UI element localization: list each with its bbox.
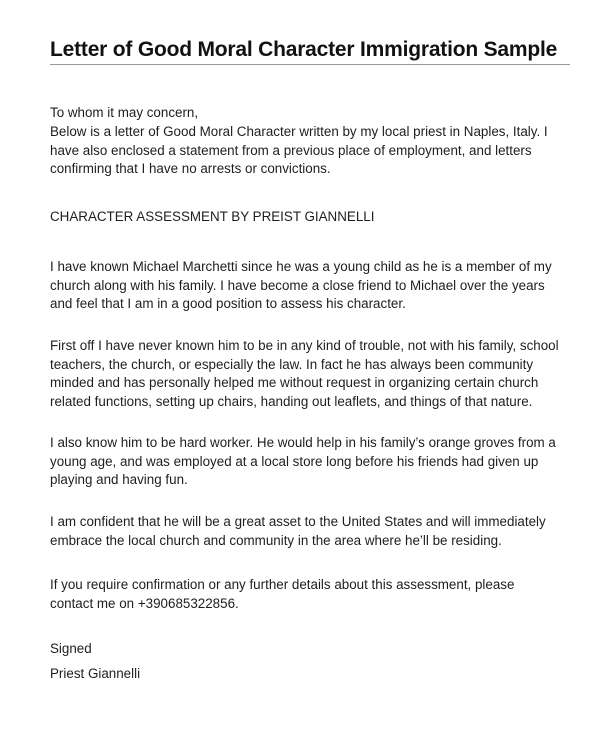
contact-paragraph: If you require confirmation or any further details about this assessment, please contact me on +390685322856. [50, 577, 515, 611]
assessment-heading: CHARACTER ASSESSMENT BY PREIST GIANNELLI [50, 209, 375, 224]
closing-signed: Signed [50, 641, 92, 656]
signatory-name: Priest Giannelli [50, 666, 141, 681]
known-paragraph: I have known Michael Marchetti since he was a young child as he is a member of my church along with his family. I have become a close friend to Michael over the years and feel that I am in a good position to assess his character. [50, 259, 552, 312]
hard-worker-paragraph: I also know him to be hard worker. He would help in his family’s orange groves from a young age, and was employed at a local store long before his friends had given up playing and having fun. [50, 435, 556, 488]
intro-paragraph: Below is a letter of Good Moral Character written by my local priest in Naples, Italy. I have also enclosed a statement from a previous place of employment, and letters confirming that I have no arrests or convictions. [50, 124, 548, 177]
page-title: Letter of Good Moral Character Immigration Sample [50, 38, 558, 61]
salutation: To whom it may concern, [50, 105, 199, 120]
confident-paragraph: I am confident that he will be a great asset to the United States and will immediately embrace the local church and community in the area where he’ll be residing. [50, 514, 546, 548]
title-divider [50, 64, 570, 65]
first-off-paragraph: First off I have never known him to be in any kind of trouble, not with his family, school teachers, the church, or especially the law. In fact he has always been community minded and has personally helped me without request in organizing certain church related functions, setting up chairs, handing out leaflets, and things of that nature. [50, 338, 559, 409]
